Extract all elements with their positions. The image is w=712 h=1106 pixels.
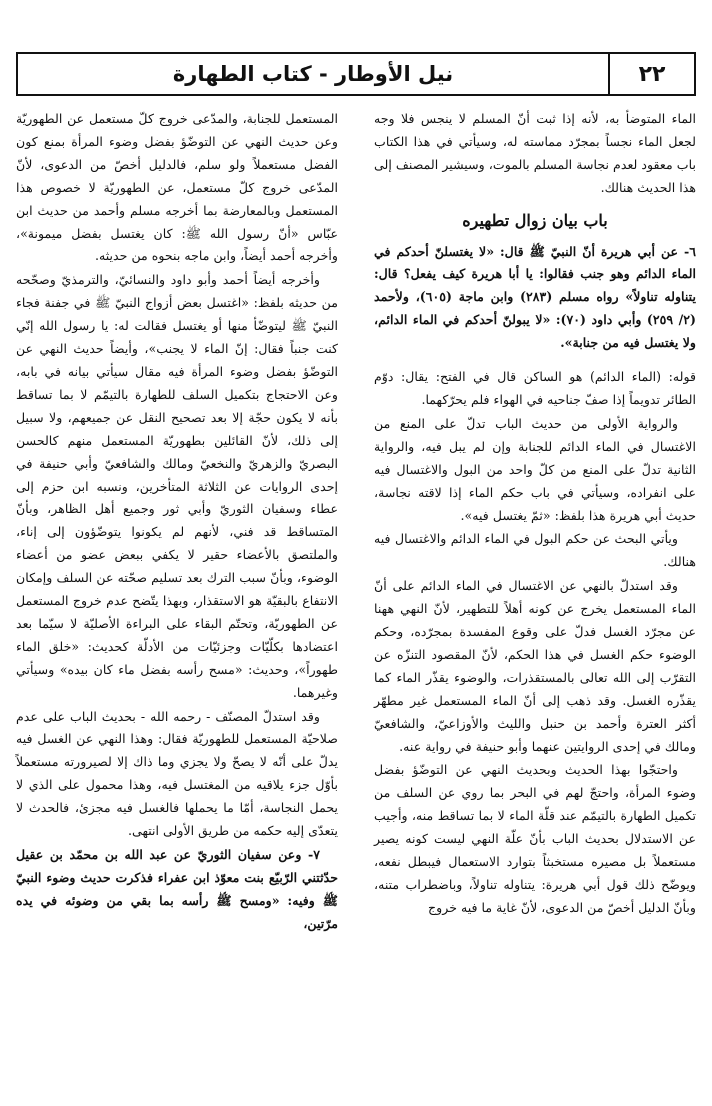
paragraph: الماء المتوضأ به، لأنه إذا ثبت أنّ المسلم لا ينجس فلا وجه لجعل الماء نجساً بمجرّد مماسته له، وسيأتي في هذا الكتاب باب معقود لعدم نجاسة المسلم بالموت، وسيشير المصنف إلى هذا الحديث هنالك. — [374, 111, 696, 195]
page-header — [16, 52, 696, 96]
paragraph: والرواية الأولى من حديث الباب تدلّ على المنع من الاغتسال في الماء الدائم للجنابة وإن لم يبل فيه، والرواية الثانية تدلّ على المنع من كلّ واحد من البول والاغتسال فيه على انفراده، وسيأتي في باب حكم الماء إذا لاقته نجاسة، حديث أبي هريرة هذا بلفظ: «ثمّ يغتسل فيه». — [374, 415, 696, 523]
hadith-text: ٦- عن أبي هريرة أنّ النبيّ ﷺ قال: «لا يغتسلنّ أحدكم في الماء الدائم وهو جنب فقالوا: يا أبا هريرة كيف يفعل؟ قال: يتناوله تناولاً» رواه مسلم (٢٨٣) وابن ماجة (٦٠٥)، ولأحمد (٢/ ٢٥٩) وأبي داود (٧٠): «لا يبولنّ أحدكم في الماء الدائم، ولا يغتسل فيه من جنابة». — [374, 243, 697, 351]
paragraph: المستعمل للجنابة، والمدّعى خروج كلّ مستعمل عن الطهوريّة وعن حديث النهي عن التوضّؤ بفضل وضوء المرأة بمنع كون الفضل مستعملاً ولو سلم، فالدليل أخصّ من الدعوى، لأنّ المدّعى خروج كلّ مستعمل، عن الطهوريّة لا خصوص هذا المستعمل وبالمعارضة بما أخرجه مسلم وأحمد من حديث ابن عبّاس «أنّ رسول الله ﷺ: كان يغتسل بفضل ميمونة»، وأخرجه أحمد أيضاً، وابن ماجه بنحوه من حديثه. — [16, 111, 338, 264]
paragraph: واحتجّوا بهذا الحديث وبحديث النهي عن التوضّؤ بفضل وضوء المرأة، واحتجّ لهم في البحر بما روي عن السلف من تكميل الطهارة بالتيمّم عند قلّة الماء لا بما تساقط منه، وأجيب عن الاستدلال بحديث الباب بأنّ علّة النهي ليست كونه يصير مستعملاً بل مصيره مستخبثاً بتوارد الاستعمال فيبطل نفعه، ويوضّح ذلك قول أبي هريرة: يتناوله تناولاً، وباضطراب متنه، وبأنّ الدليل أخصّ من الدعوى، لأنّ غاية ما فيه خروج — [374, 762, 696, 915]
chapter-heading: باب بيان زوال تطهيره — [462, 210, 608, 230]
paragraph: وقد استدلّ بالنهي عن الاغتسال في الماء الدائم على أنّ الماء المستعمل يخرج عن كونه أهلاً للتطهير، لأنّ النهي ههنا عن مجرّد الغسل فدلّ على وقوع المفسدة بمجرّده، وحكم الوضوء حكم الغسل في هذا الحكم، لأنّ المقصود التنزّه عن التقرّب إلى الله تعالى بالمستقذرات، والوضوء يقذّر الماء كما يقذّره الغسل. وقد ذهب إلى أنّ الماء المستعمل غير مطهّر أكثر العترة وأحمد بن حنبل والليث والأوزاعيّ، والشافعيّ ومالك في إحدى الروايتين عنهما وأبو حنيفة في رواية عنه. — [374, 578, 696, 754]
book-page — [16, 52, 696, 1098]
paragraph: وقد استدلّ المصنّف - رحمه الله - بحديث الباب على عدم صلاحيّة المستعمل للطهوريّة فقال: وهذا النهي عن الغسل فيه يدلّ على أنّه لا يصحّ ولا يجزي وما ذاك إلا لصيرورته مستعملاً بأوّل جزء يلاقيه من المغتسل فيه، وهذا محمول على الذي لا يحمل النجاسة، أمّا ما يحملها فالغسل فيه مجزئ، فالحدث لا يتعدّى إليه حكمه من طريق الأولى انتهى. — [16, 708, 338, 839]
paragraph: ويأتي البحث عن حكم البول في الماء الدائم والاغتسال فيه هنالك. — [374, 531, 696, 570]
hadith-text: ٧- وعن سفيان الثوريّ عن عبد الله بن محمّد بن عقيل حدّثتني الرّبيّع بنت معوّذ ابن عفراء فذكرت حديث وضوء النبيّ ﷺ وفيه: «ومسح ﷺ رأسه بما بقي من وضوئه في يده مرّتين، — [16, 847, 338, 931]
page-number: ٢٢ — [608, 54, 694, 94]
paragraph: قوله: (الماء الدائم) هو الساكن قال في الفتح: يقال: دوّم الطائر تدويماً إذا صفّ جناحيه في الهواء فلم يحرّكهما. — [374, 369, 696, 407]
left-column — [16, 108, 338, 937]
paragraph: وأخرجه أيضاً أحمد وأبو داود والنسائيّ، والترمذيّ وصحّحه من حديثه بلفظ: «اغتسل بعض أزواج النبيّ ﷺ في جفنة فجاء النبيّ ﷺ ليتوضّأ منها أو يغتسل فقالت له: يا رسول الله إنّي كنت جنباً فقال: إنّ الماء لا يجنب»، وأيضاً حديث النهي عن التوضّؤ بفضل وضوء المرأة فيه مقال سيأتي بيانه في بابه، وعن الاحتجاج بتكميل السلف للطهارة بالتيمّم لا بما تساقط بأنه لا يكون حجّة إلا بعد تصحيح النقل عن جميعهم، ولا سبيل إلى ذلك، لأنّ القائلين بطهوريّة المستعمل منهم كالحسن البصريّ والزهريّ والنخعيّ ومالك والشافعيّ وأبي حنيفة في إحدى الروايات عن الثلاثة المتأخرين، ونسبه ابن حزم إلى عطاء وسفيان الثوريّ وأبي ثور وجميع أهل الظاهر، وبأنّ المتساقط قد فني، لأنهم لم يكونوا يتوضّؤون إلى إناء، والملتصق بالأعضاء حقير لا يكفي ببعض عضو من أعضاء الوضوء، وبأنّ سبب الترك بعد تسليم صحّته عن السلف وإمكان الانتفاع بالبقيّة هو الاستقذار، وبهذا يتّضح عدم خروج المستعمل عن الطهوريّة، وتحتّم البقاء على البراءة الأصليّة لا سيّما بعد اعتضادها بكلّيّات وجزئيّات من الأدلّة كحديث: «خلق الماء طهوراً»، وحديث: «مسح رأسه بفضل ماء كان بيده» وسيأتي وغيرهما. — [16, 272, 338, 700]
running-title: نيل الأوطار - كتاب الطهارة — [172, 62, 454, 86]
right-column — [374, 108, 696, 921]
